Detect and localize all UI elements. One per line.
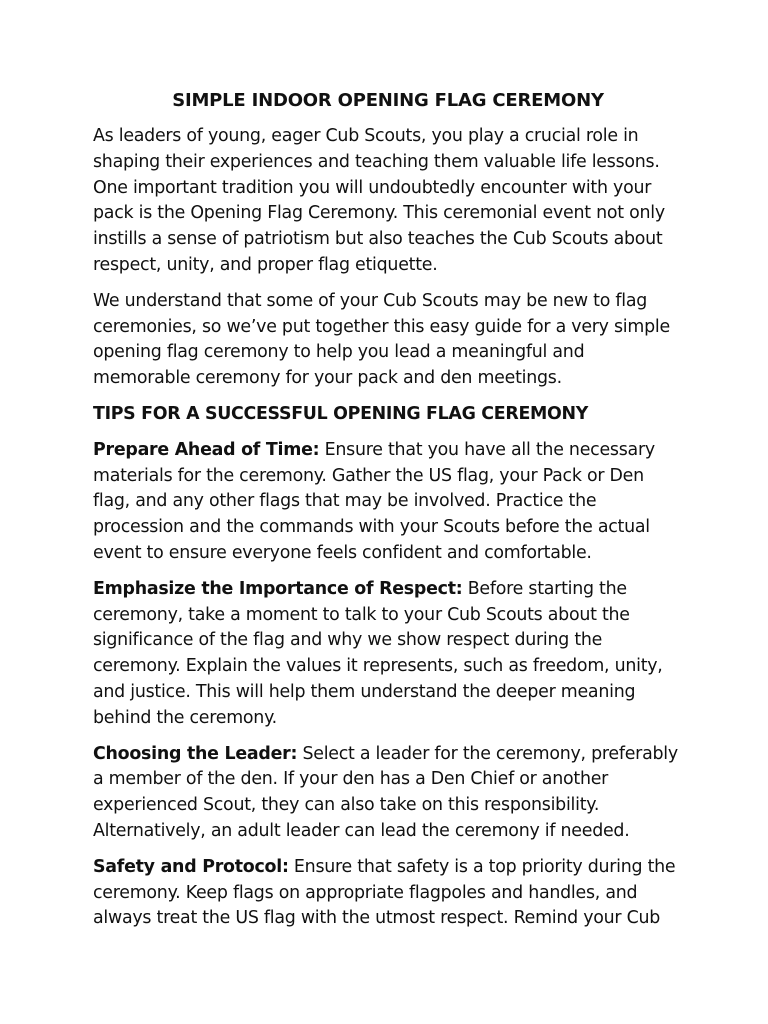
tips-heading: TIPS FOR A SUCCESSFUL OPENING FLAG CEREMONY [93, 403, 589, 424]
tip-label: Choosing the Leader: [93, 743, 298, 764]
tip-label: Emphasize the Importance of Respect: [93, 578, 463, 599]
tip-label: Safety and Protocol: [93, 856, 289, 877]
tip-paragraph-safety [93, 855, 683, 932]
tip-paragraph-prepare [93, 438, 683, 567]
tip-paragraph-respect [93, 577, 683, 732]
tip-label: Prepare Ahead of Time: [93, 439, 320, 460]
document-page [93, 88, 683, 942]
tip-text: Before starting the ceremony, take a moment to talk to your Cub Scouts about the significance of the flag and why we show respect during the ceremony. Explain the values it represents, such as freedom, unity, and justice. This will help them understand the deeper meaning behind the ceremony. [93, 578, 663, 728]
tip-paragraph-leader [93, 742, 683, 845]
tip-text: Ensure that safety is a top priority during the ceremony. Keep flags on appropriate flagpoles and handles, and always treat the US flag with the utmost respect. Remind your Cub [93, 856, 676, 929]
tip-text: Ensure that you have all the necessary materials for the ceremony. Gather the US flag, your Pack or Den flag, and any other flags that may be involved. Practice the procession and the commands with your Scouts before the actual event to ensure everyone feels confident and comfortable. [93, 439, 655, 563]
tip-text: Select a leader for the ceremony, preferably a member of the den. If your den has a Den Chief or another experienced Scout, they can also take on this responsibility. Alternatively, an adult leader can lead the ceremony if needed. [93, 743, 678, 841]
intro-paragraph-1: As leaders of young, eager Cub Scouts, you play a crucial role in shaping their experiences and teaching them valuable life lessons. One important tradition you will undoubtedly encounter with your pack is the Opening Flag Ceremony. This ceremonial event not only instills a sense of patriotism but also teaches the Cub Scouts about respect, unity, and proper flag etiquette. [93, 126, 665, 275]
document-title: SIMPLE INDOOR OPENING FLAG CEREMONY [172, 90, 604, 111]
intro-paragraph-2: We understand that some of your Cub Scouts may be new to flag ceremonies, so we’ve put together this easy guide for a very simple opening flag ceremony to help you lead a meaningful and memorable ceremony for your pack and den meetings. [93, 290, 670, 389]
